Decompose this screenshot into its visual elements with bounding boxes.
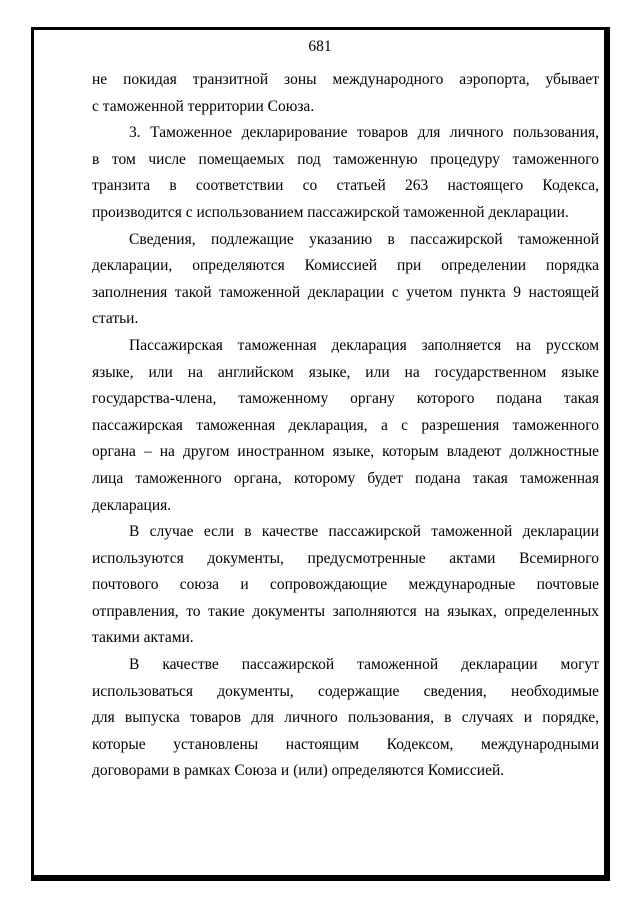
paragraph [92, 652, 599, 785]
text-line: государства-члена, таможенному органу которого подана такая [92, 390, 599, 408]
text-line: Сведения, подлежащие указанию в пассажирской таможенной [129, 230, 599, 248]
text-line: В качестве пассажирской таможенной декларации могут [129, 656, 599, 674]
paragraph [92, 120, 599, 226]
paragraph [92, 227, 599, 333]
text-line: языке, или на английском языке, или на государственном языке [92, 363, 599, 381]
text-line: использоваться документы, содержащие сведения, необходимые [92, 682, 599, 700]
text-line: с таможенной территории Союза. [92, 97, 315, 115]
text-line: для выпуска товаров для личного пользования, в случаях и порядке, [92, 709, 599, 727]
text-line: органа – на другом иностранном языке, которым владеют должностные [92, 443, 599, 461]
text-line: отправления, то такие документы заполняются на языках, определенных [92, 602, 599, 620]
text-line: почтового союза и сопровождающие международные почтовые [92, 576, 599, 594]
paragraph [92, 519, 599, 652]
text-line: 3. Таможенное декларирование товаров для личного пользования, [129, 124, 599, 142]
text-line: используются документы, предусмотренные актами Всемирного [92, 549, 599, 567]
text-line: договорами в рамках Союза и (или) определяются Комиссией. [92, 762, 505, 780]
text-line: транзита в соответствии со статьей 263 настоящего Кодекса, [92, 177, 599, 195]
paragraph [92, 67, 599, 120]
text-line: производится с использованием пассажирской таможенной декларации. [92, 203, 569, 221]
paragraph [92, 333, 599, 519]
text-line: статьи. [92, 310, 139, 328]
text-line: не покидая транзитной зоны международного аэропорта, убывает [92, 71, 599, 88]
text-line: такими актами. [92, 629, 194, 647]
text-line: В случае если в качестве пассажирской таможенной декларации [129, 523, 599, 541]
text-line: в том числе помещаемых под таможенную процедуру таможенного [92, 150, 599, 168]
text-line: декларации, определяются Комиссией при определении порядка [92, 257, 599, 275]
text-line: пассажирская таможенная декларация, а с разрешения таможенного [92, 416, 599, 434]
text-line: Пассажирская таможенная декларация заполняется на русском [129, 336, 599, 354]
page-number: 681 [308, 38, 332, 55]
text-line: которые установлены настоящим Кодексом, международными [92, 735, 599, 753]
text-line: заполнения такой таможенной декларации с учетом пункта 9 настоящей [92, 283, 599, 301]
text-line: декларация. [92, 496, 172, 514]
document-text [92, 67, 599, 785]
text-line: лица таможенного органа, которому будет подана такая таможенная [92, 469, 599, 487]
